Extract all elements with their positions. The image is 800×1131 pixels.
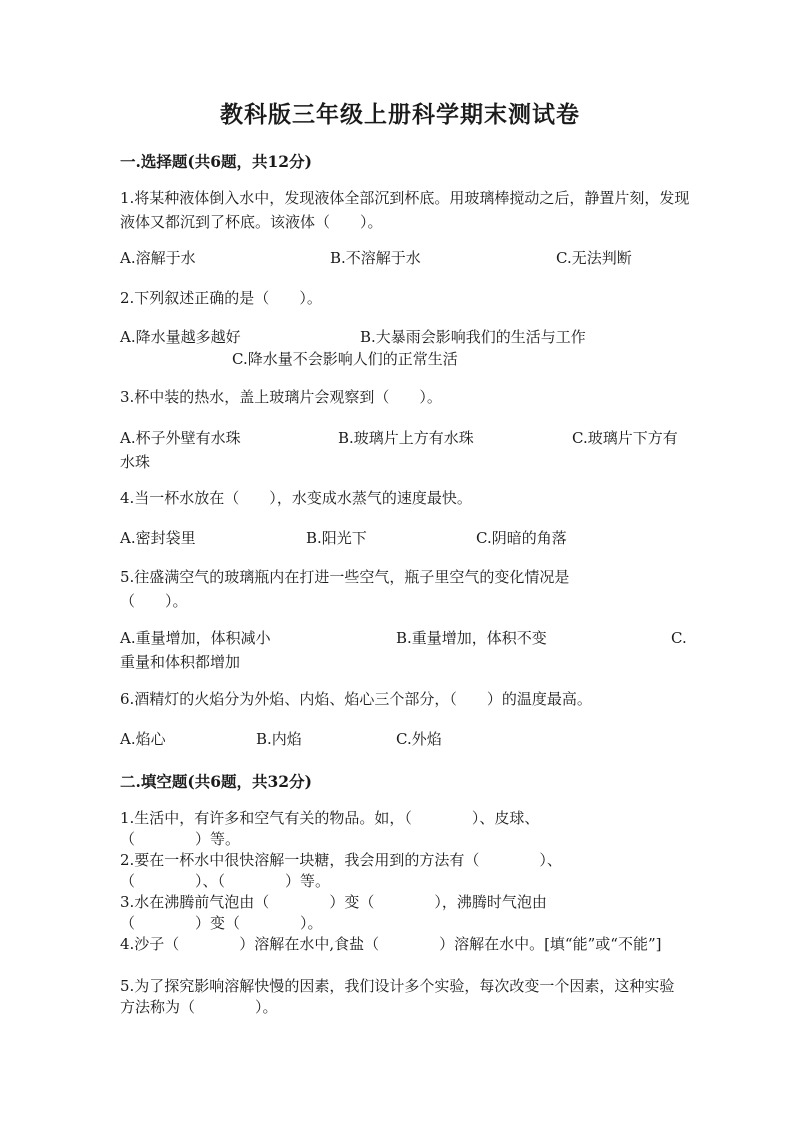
question-stem: 2.下列叙述正确的是（ ）。 (120, 289, 322, 307)
option-c: C.玻璃片下方有水珠 (120, 429, 678, 471)
option-a: A.杯子外壁有水珠 (120, 429, 241, 447)
section-heading-choice: 一.选择题(共6题，共12分) (120, 152, 312, 171)
option-c: C.无法判断 (556, 249, 632, 267)
question-stem: 6.酒精灯的火焰分为外焰、内焰、焰心三个部分，（ ）的温度最高。 (120, 690, 592, 708)
option-a: A.密封袋里 (120, 529, 196, 547)
exam-title: 教科版三年级上册科学期末测试卷 (220, 101, 580, 128)
option-row (120, 426, 690, 474)
section-heading-fill: 二.填空题(共6题，共32分) (120, 772, 312, 791)
fill-question: 4.沙子（ ）溶解在水中,食盐（ ）溶解在水中。[填“能”或“不能”] (120, 935, 662, 953)
option-b: B.内焰 (256, 730, 302, 748)
option-a: A.焰心 (120, 730, 166, 748)
question-stem: 5.往盛满空气的玻璃瓶内在打进一些空气，瓶子里空气的变化情况是（ ）。 (120, 568, 570, 610)
option-c: C.外焰 (396, 730, 442, 748)
option-row (120, 626, 690, 674)
option-b: B.玻璃片上方有水珠 (338, 429, 474, 447)
option-b: B.阳光下 (306, 529, 367, 547)
fill-question: 1.生活中，有许多和空气有关的物品。如，（ ）、皮球、（ ）等。 (120, 809, 540, 848)
option-a: A.降水量越多越好 (120, 328, 241, 346)
option-row (120, 727, 690, 775)
option-row (120, 325, 690, 373)
option-b: B.大暴雨会影响我们的生活与工作 (360, 328, 586, 346)
fill-question: 5.为了探究影响溶解快慢的因素，我们设计多个实验，每次改变一个因素，这种实验方法称为（ ）。 (120, 977, 675, 1016)
option-c: C.降水量不会影响人们的正常生活 (232, 350, 458, 368)
question-stem: 3.杯中装的热水，盖上玻璃片会观察到（ ）。 (120, 388, 442, 406)
question-stem: 1.将某种液体倒入水中，发现液体全部沉到杯底。用玻璃棒搅动之后，静置片刻，发现液体又都沉到了杯底。该液体（ ）。 (120, 189, 690, 231)
fill-question: 2.要在一杯水中很快溶解一块糖，我会用到的方法有（ ）、（ ）、（ ）等。 (120, 851, 562, 890)
option-a: A.溶解于水 (120, 249, 196, 267)
option-c: C.重量和体积都增加 (120, 629, 687, 671)
option-b: B.不溶解于水 (330, 249, 421, 267)
question-stem: 4.当一杯水放在（ ），水变成水蒸气的速度最快。 (120, 489, 472, 507)
fill-question: 3.水在沸腾前气泡由（ ）变（ ），沸腾时气泡由（ ）变（ ）。 (120, 893, 547, 932)
option-c: C.阴暗的角落 (476, 529, 567, 547)
option-a: A.重量增加，体积减小 (120, 629, 271, 647)
option-b: B.重量增加，体积不变 (396, 629, 547, 647)
